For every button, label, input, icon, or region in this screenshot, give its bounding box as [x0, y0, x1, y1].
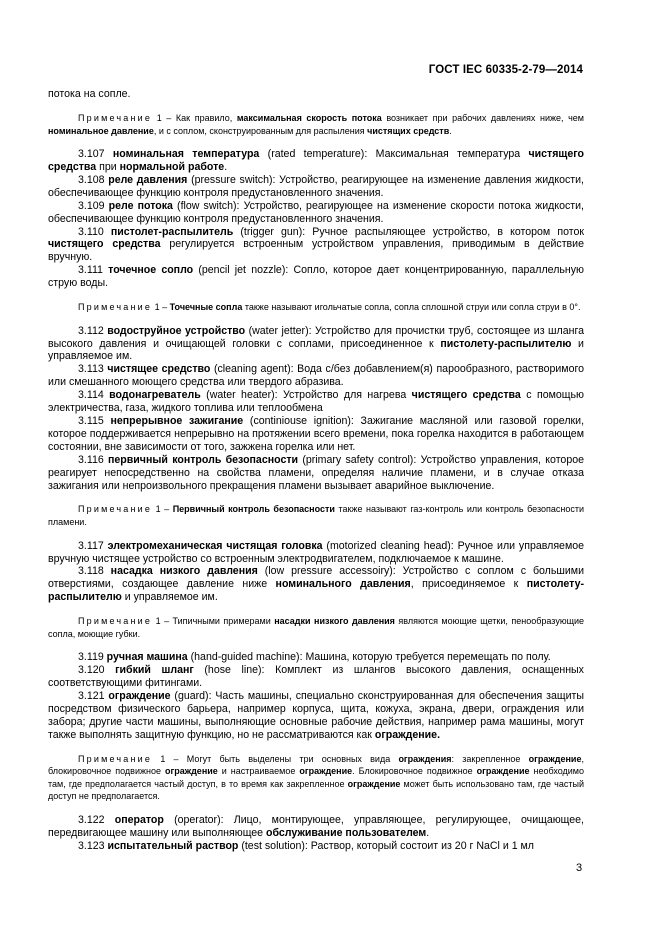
term-text: водонагреватель	[109, 389, 201, 402]
text-run: . Блокировочное подвижное	[352, 766, 477, 777]
term-text: точечное сопло	[108, 264, 194, 277]
term-text: ограждение	[164, 766, 218, 777]
term-text: номинального давления	[275, 578, 411, 591]
page-number: 3	[576, 862, 583, 874]
note-paragraph	[48, 615, 584, 640]
text-run: 3.114	[78, 389, 110, 402]
text-run: (trigger gun): Ручное распыляющее устройство, в котором поток	[233, 225, 584, 238]
text-run: 3.108	[78, 173, 109, 186]
text-run: (test solution): Раствор, который состоит из 20 г NaCl и 1 мл	[238, 839, 534, 852]
text-run: с помощью электричества, газа, жидкого топлива или теплообмена	[48, 389, 584, 415]
definition-paragraph	[48, 664, 584, 690]
text-run: , и с соплом, сконструированным для распыления	[153, 125, 368, 136]
term-text: чистящего средства	[48, 148, 584, 173]
text-run: 3.112	[78, 324, 108, 337]
text-run: 3.113	[78, 363, 108, 376]
term-text: Первичный контроль безопасности	[172, 504, 335, 515]
term-text: реле давления	[108, 173, 188, 186]
text-run: 1 –	[152, 302, 170, 313]
text-run: (cleaning agent): Вода с/без добавлением(я) парообразного, растворимого или смешанного моющего средства или твердого абразива.	[48, 363, 584, 389]
term-text: нормальной работе	[119, 161, 225, 173]
definition-paragraph	[48, 174, 584, 200]
term-text: ограждения	[398, 753, 452, 764]
term-text: гибкий шланг	[115, 664, 194, 677]
text-run: являются моющие щетки, пенообразующие сопла, моющие губки.	[48, 616, 585, 639]
term-text: оператор	[114, 814, 164, 827]
definition-paragraph	[48, 264, 584, 290]
text-run: возникает при рабочих давлениях ниже, чем	[381, 112, 584, 123]
text-run: также называют игольчатые сопла, сопла сплошной струи или сопла струи в 0°.	[242, 302, 581, 313]
definition-paragraph	[48, 454, 584, 493]
definition-paragraph	[48, 389, 584, 415]
text-run: (guard): Часть машины, специально сконструированная для обеспечения защиты посредством физического барьера, например корпуса, щита, кожуха, экрана, двери, ограждения или забора; другие части машины, выполняющие основные рабочие действия, например рама машины, могут также выполнять защитную функцию, но не рассматриваются как	[48, 690, 584, 741]
text-run: и управляемое им.	[48, 337, 584, 363]
note-paragraph	[48, 503, 584, 528]
text-run: (hand-guided machine): Машина, которую требуется перемещать по полу.	[187, 651, 551, 664]
text-run: , блокировочное подвижное	[48, 753, 584, 777]
text-run: (motorized cleaning head): Ручное или управляемое вручную чистящее устройство со встроенным электродвигателем, подключаемое к машине.	[48, 539, 585, 565]
text-run: : закрепленное	[451, 753, 529, 764]
text-run: (operator): Лицо, монтирующее, управляющее, регулирующее, очищающее, передвигающее машину или выполняющее	[48, 814, 584, 839]
term-text: испытательный раствор	[107, 839, 239, 852]
term-text: ручная машина	[106, 651, 188, 664]
note-paragraph	[48, 301, 584, 314]
text-run: 3.111	[78, 264, 109, 277]
definition-paragraph	[48, 226, 584, 265]
text-run: .	[224, 161, 228, 173]
definition-paragraph	[48, 540, 584, 566]
text-run: 3.115	[78, 415, 111, 427]
text-run: 3.120	[78, 664, 116, 677]
text-run: (continiouse ignition): Зажигание масляной или газовой горелки, которое поддерживается непрерывно на протяжении всего времени, пока горелка находится в работающем состоянии, вне зависимости от того, зажжена горелка или нет.	[48, 415, 585, 453]
text-run: 3.122	[78, 814, 115, 827]
term-text: чистящего средства	[48, 238, 161, 251]
text-run: 3.117	[78, 539, 108, 552]
text-run: (water jetter): Устройство для прочистки труб, состоящее из шланга высокого давления и очищающей головки с соплами, присоединенное к	[48, 324, 584, 350]
term-text: первичный контроль безопасности	[108, 453, 299, 466]
term-text: Точечные сопла	[169, 302, 243, 313]
text-run: 3.109	[78, 199, 109, 212]
note-paragraph	[48, 753, 584, 803]
document-standard-header: ГОСТ IEC 60335-2-79—2014	[428, 64, 583, 76]
text-run: (primary safety control): Устройство управления, которое реагирует непосредственно на свойства пламени, определяя наличие пламени, и в случае отказа зажигания или непроизвольного прекращения пламени вызывает аварийное выключение.	[48, 453, 584, 492]
definition-paragraph	[48, 814, 584, 840]
term-text: ограждение	[476, 766, 530, 777]
definition-paragraph	[48, 690, 584, 742]
text-run: Примечание	[78, 112, 153, 123]
definition-paragraph	[48, 651, 584, 664]
term-text: пистолету-распылителю	[440, 337, 572, 350]
term-text: номинальное давление	[48, 125, 154, 136]
term-text: ограждение	[108, 690, 171, 703]
text-run: (pressure switch): Устройство, реагирующее на изменение давления жидкости, обеспечивающее функцию контроля предустановленного значения.	[48, 173, 584, 199]
term-text: водоструйное устройство	[107, 324, 246, 337]
text-run: , присоединяемое к	[410, 578, 527, 591]
text-run: 3.107	[78, 148, 113, 161]
text-run: 3.116	[78, 453, 109, 466]
text-run: (rated temperature): Максимальная температура	[259, 148, 529, 161]
term-text: чистящих средств	[367, 125, 450, 136]
text-run: необходимо там, где предполагается частый доступ, в то время как закрепленное	[48, 766, 585, 789]
term-text: пистолету-распылителю	[48, 578, 584, 604]
text-run: Примечание	[78, 616, 153, 627]
text-run: 1 –	[152, 504, 173, 515]
text-run: и настраиваемое	[217, 766, 300, 777]
term-text: ограждение	[528, 753, 582, 764]
definition-paragraph	[48, 200, 584, 226]
text-run: 1 – Могут быть выделены три основных вида	[152, 753, 399, 764]
note-paragraph	[48, 112, 584, 137]
definition-paragraph	[48, 325, 584, 364]
document-body	[48, 88, 584, 853]
term-text: ограждение.	[374, 728, 441, 741]
definition-paragraph	[48, 840, 584, 853]
text-run: Примечание	[78, 504, 153, 515]
definition-paragraph	[48, 565, 584, 604]
text-run: (water heater): Устройство для нагрева	[200, 389, 412, 402]
text-run: 1 – Как правило,	[152, 112, 237, 123]
text-run: 3.121	[78, 690, 109, 703]
text-run: 3.123	[78, 839, 108, 852]
definition-paragraph	[48, 88, 584, 101]
text-run: (hose line): Комплект из шлангов высокого давления, оснащенных соответствующими фитингами.	[48, 664, 584, 690]
term-text: ограждение	[347, 778, 401, 789]
text-run: при	[96, 161, 120, 173]
definition-paragraph	[48, 363, 584, 389]
term-text: электромеханическая чистящая головка	[107, 539, 323, 552]
text-run: .	[426, 826, 430, 839]
term-text: обслуживание пользователем	[266, 826, 427, 839]
term-text: максимальная скорость потока	[236, 112, 382, 123]
term-text: чистящего средства	[411, 389, 521, 402]
term-text: ограждение	[299, 766, 353, 777]
term-text: чистящее средство	[107, 363, 211, 376]
text-run: Примечание	[78, 753, 153, 764]
term-text: насадка низкого давления	[110, 565, 258, 578]
text-run: потока на сопле.	[48, 88, 131, 100]
definition-paragraph	[48, 148, 584, 174]
term-text: реле потока	[108, 199, 173, 212]
text-run: регулируется встроенным устройством управления, приводимым в действие вручную.	[48, 238, 584, 264]
definition-paragraph	[48, 415, 584, 454]
text-run: 3.110	[78, 225, 111, 238]
text-run: может быть использовано там, где частый доступ не предполагается.	[48, 778, 584, 802]
text-run: также называют газ-контроль или контроль безопасности пламени.	[48, 504, 585, 528]
text-run: 3.118	[78, 565, 111, 578]
term-text: номинальная температура	[112, 148, 260, 161]
text-run: и управляемое им.	[121, 591, 218, 604]
text-run: Примечание	[78, 302, 153, 313]
text-run: (low pressure accessoiry): Устройство с соплом с большими отверстиями, создающее давление ниже	[48, 565, 584, 591]
text-run: 1 – Типичными примерами	[152, 616, 275, 627]
text-run: (flow switch): Устройство, реагирующее на изменение скорости потока жидкости, обеспечивающее функцию контроля предустановленного значения.	[48, 199, 585, 225]
term-text: насадки низкого давления	[274, 616, 395, 627]
text-run: 3.119	[78, 651, 107, 664]
text-run: (pencil jet nozzle): Сопло, которое дает концентрированную, параллельную струю воды.	[48, 264, 584, 290]
term-text: непрерывное зажигание	[110, 415, 244, 427]
term-text: пистолет-распылитель	[110, 225, 234, 238]
text-run: .	[449, 125, 452, 136]
